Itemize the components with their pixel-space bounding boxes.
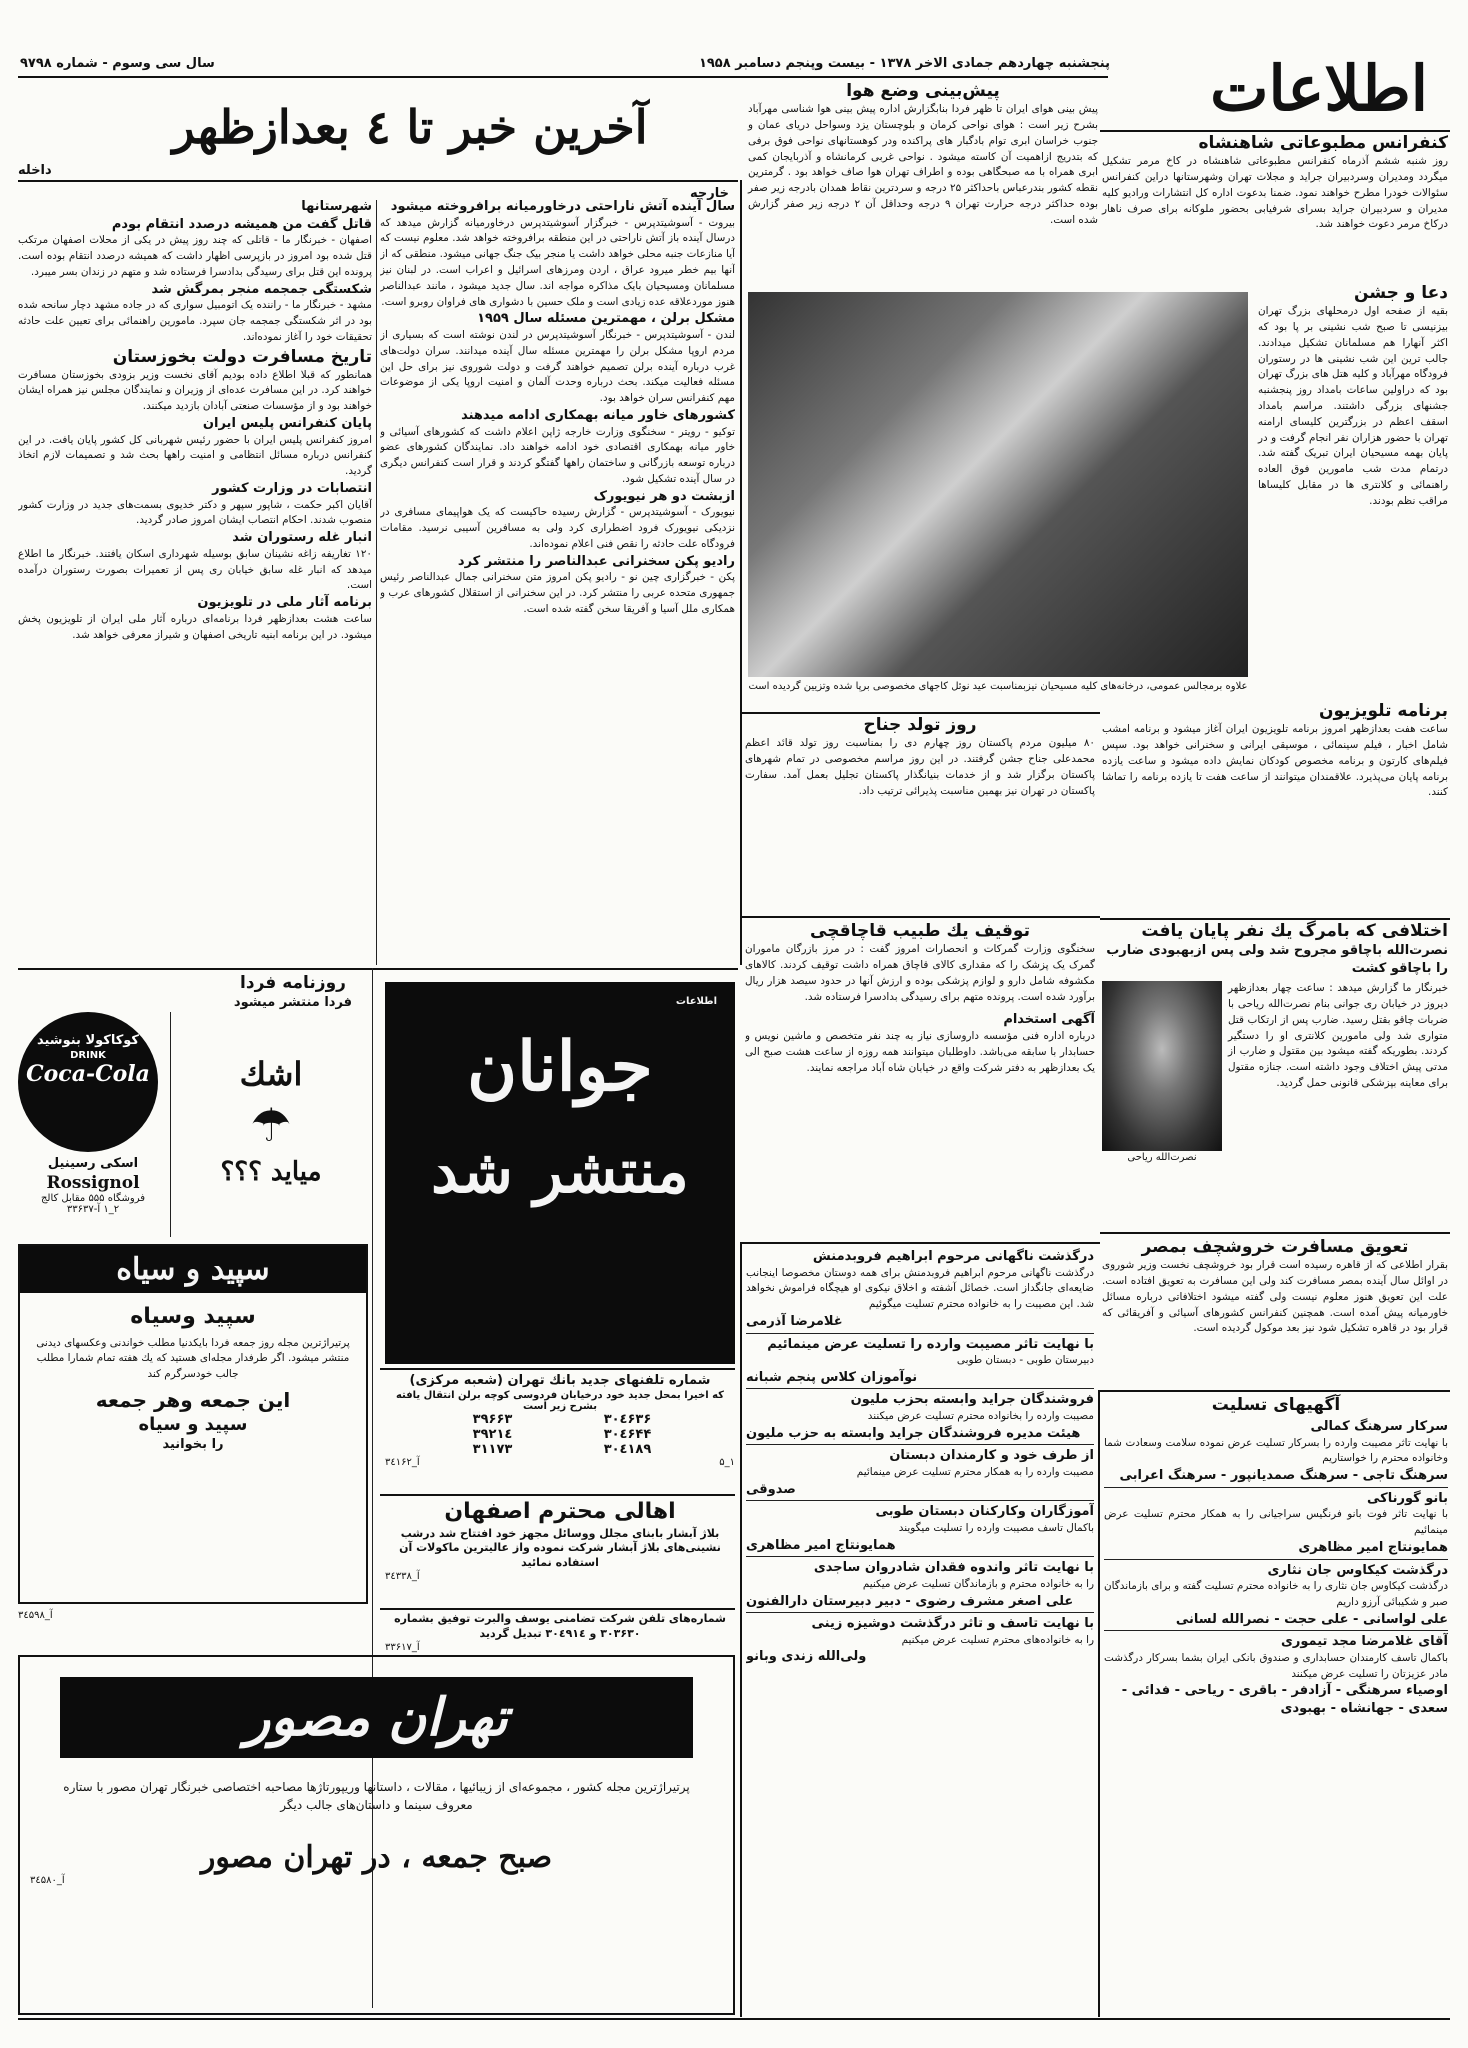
- sepid-header: سپید و سیاه: [20, 1246, 366, 1293]
- phone-number: ۳۱۱۷۳: [472, 1441, 513, 1457]
- tawfiq-text: شماره‌های تلفن شرکت تضامنی یوسف والبرت توفیق بشماره ۳۰۳۶۳۰ و ۳۰٤۹۱٤ تبدیل گردید: [394, 1612, 726, 1640]
- mosavar-ad: [18, 1655, 735, 2015]
- isfahan-ad: [385, 1498, 735, 1608]
- foreign-s4-text: نیویورک - آسوشیتدپرس - گزارش رسیده حاکیست که یک هواپیمای مسافری در نزدیکی نیویورک فرود اضطراری کرد ولی به مسافرین آسیبی نرسید. مقامات فرودگاه علت حادثه را نقص فنی اعلام نموده‌اند.: [380, 506, 735, 550]
- right-ad-title: بانو گورناکی: [1367, 1490, 1448, 1506]
- christmas-photo: [748, 292, 1248, 677]
- tv-program-text: ساعت هفت بعدازظهر امروز برنامه تلویزیون ایران آغاز میشود و برنامه امشب شامل اخبار ، فیلم سینمائی ، موسیقی ایرانی و سخنرانی خواهد بود. سپس فیلم‌های کارتون و برنامه مخصوص کودکان نمایش داده میشود و ساعت یازده برنامه پایان می‌پذیرد. علاقمندان میتوانند از ساعت هفت تا یازده برنامه را تماشا کنند.: [1102, 723, 1448, 799]
- tawfiq-code: آ_۳۳۶۱۷: [385, 1641, 420, 1653]
- foreign-s3-title: کشورهای خاور میانه بهمکاری ادامه میدهند: [461, 408, 735, 424]
- right-ad-text: با نهایت تاثر مصیبت وارده را بسرکار تسلیت عرض نموده سلامت وسعادت شما وخانواده محترم را خواستاریم: [1104, 1436, 1448, 1465]
- condolence-title: از طرف خود و کارمندان دبستان: [889, 1448, 1094, 1464]
- domestic-s3-text: همانطور که قبلا اطلاع داده بودیم آقای نخست وزیر بزودی بخوزستان مسافرت خواهند کرد. در این مسافرت عده‌ای از وزیران و نمایندگان مجلس نیز همراه ایشان خواهند بود و از مؤسسات صنعتی آبادان بازدید میکنند.: [18, 368, 372, 413]
- sepid-ad: [18, 1244, 368, 1604]
- condolence-sign: صدوقی: [746, 1481, 796, 1497]
- sepid-cta3: را بخوانید: [162, 1437, 224, 1453]
- condolence-item: [746, 1613, 1094, 1668]
- christmas-photo-caption: علاوه برمجالس عمومی، درخانه‌های کلیه مسیحیان نیزبمناسبت عید نوئل کاجهای مخصوصی برپا شده وتزیین گردیده است: [748, 681, 1248, 692]
- isfahan-code: آ_۳٤۳۳۸: [385, 1571, 420, 1583]
- domestic-s4-text: امروز کنفرانس پلیس ایران با حضور رئیس شهربانی کل کشور پایان یافت. در این کنفرانس درباره مسائل انتظامی و امنیت راهها بحث شد و تصمیمات لازم اتخاذ گردید.: [18, 433, 372, 478]
- banner-headline: آخرین خبر تا ٤ بعدازظهر: [172, 100, 648, 154]
- condolence-rule: [740, 1242, 1100, 1244]
- phone-ad: [385, 1372, 735, 1492]
- press-conference: [1102, 132, 1448, 272]
- weather-title: پیش‌بینی وضع هوا: [846, 81, 1000, 101]
- cocacola-fa: کوکاکولا بنوشید: [36, 1033, 139, 1048]
- dispute-photo: [1102, 981, 1222, 1151]
- rossignol-code1: ۲_۱: [103, 1203, 120, 1215]
- dateline-rule: [18, 76, 1108, 78]
- phone-code2: آ_۳٤۱۶۲: [385, 1456, 420, 1468]
- javanan-status: منتشر شد: [431, 1137, 689, 1207]
- col-divider-1: [740, 180, 742, 965]
- javanan-title: جوانان: [467, 1027, 653, 1107]
- condolence-item: [746, 1557, 1094, 1613]
- condolence-item: [746, 1389, 1094, 1445]
- tv-program: [1102, 700, 1448, 915]
- banner-left-label: داخله: [18, 163, 52, 178]
- condolence-title: با نهایت تاثر واندوه فقدان شادروان ساجدی: [813, 1560, 1094, 1576]
- col-divider-2: [376, 200, 377, 965]
- foreign-s3-text: توکیو - رویتر - سخنگوی وزارت خارجه ژاپن اعلام داشت که کشورهای آسیائی و خاور میانه بهمکاری اقتصادی خود ادامه خواهند داد. نمایندگان کشورهای عضو درباره توسعه بازرگانی و ساختمان راهها گفتگو کردند و قرار است کنفرانس دیگری در سال آینده تشکیل شود.: [380, 425, 735, 486]
- domestic-s1-text: اصفهان - خبرنگار ما - قاتلی که چند روز پیش در یکی از محلات اصفهان مرتکب قتل شده بود امروز در بازپرسی اظهار داشت که همیشه درصدد انتقام بوده است. پرونده این قتل برای رسیدگی بدادسرا فرستاده شد و متهم در زندان بسر میبرد.: [18, 234, 372, 278]
- javanan-ad: [385, 982, 735, 1364]
- umbrella-icon: ☂: [250, 1098, 292, 1152]
- notice-title: آگهی استخدام: [1003, 1012, 1095, 1028]
- condolence-text: درگذشت ناگهانی مرحوم ابراهیم فروبدمنش برای همه دوستان مخصوصا اینجانب ضایعه‌ای جانگداز است. خصائل آشفته و اخلاق نیکوی او هیچگاه فراموش نخواهد شد. این مصیبت را به خانواده محترم تسلیت میگوئیم: [746, 1266, 1094, 1311]
- condolence-text: را به خانواده محترم و بازماندگان تسلیت عرض میکنیم: [862, 1577, 1094, 1590]
- right-rule-3: [1100, 1232, 1450, 1234]
- domestic-s1-title: قاتل گفت من همیشه درصدد انتقام بودم: [111, 216, 372, 232]
- condolence-sign: هیئت مدیره فروشندگان جراید وابسته به حزب ملیون: [746, 1425, 1081, 1441]
- domestic-s7-text: ساعت هشت بعدازظهر فردا برنامه‌ای درباره آثار ملی ایران از تلویزیون پخش میشود. در این برنامه ابنیه تاریخی اصفهان و شیراز معرفی خواهد شد.: [18, 612, 372, 641]
- rossignol-store: فروشگاه ۵۵۵ مقابل کالج: [40, 1192, 146, 1204]
- dateline-issue: سال سی وسوم - شماره ۹۷۹۸: [20, 56, 215, 71]
- right-ad-item: [1104, 1488, 1448, 1560]
- cocacola-brand: Coca-Cola: [26, 1060, 150, 1087]
- domestic-s2-title: شکستگی جمجمه منجر بمرگش شد: [151, 281, 372, 297]
- notice-text: درباره اداره فنی مؤسسه داروسازی نیاز به چند نفر متخصص و ماشین نویس و حسابدار با سابقه می‌باشد. داوطلبان میتوانند همه روزه از ساعت هشت صبح الی یک بعدازظهر به دفتر شرکت واقع در خیابان شاه آباد مراجعه نمایند.: [745, 1029, 1095, 1074]
- prayer-text: بقیه از صفحه اول درمحلهای بزرگ تهران بیزنیسی تا صبح شب نشینی بر پا بود که اکثر آنهارا هم مسلمانان تشکیل میدادند. جالب ترین این شب نشینی ها در رستوران فرودگاه مهرآباد و کلیه هتل های بزرگ تهران بود که دراولین ساعات بامداد روز پنجشنبه جشنهای بزرگی داشتند. مراسم بامداد اسقف اعظم در بزرگترین کلیسای ارامنه تهران با حضور هزاران نفر انجام گرفت و در پایان بهمه مسیحیان ایران تبریک گفته شد. درتمام مدت شب مامورین فوق العاده راهنمائی و کلانتری ها در مقابل کلیساها مراقب نظم بودند.: [1258, 305, 1448, 507]
- sepid-cta2: سپید و سیاه: [138, 1414, 248, 1436]
- isfahan-text: بلاژ آبشار بابنای مجلل ووسائل مجهز خود افتتاح شد درشب نشینی‌های بلاژ آبشار شرکت نموده واز عالیترین ماکولات آن استفاده نمائید: [399, 1526, 721, 1570]
- tawfiq-rule: [380, 1608, 735, 1610]
- condolence-title: درگذشت ناگهانی مرحوم ابراهیم فروبدمنش: [812, 1249, 1094, 1264]
- right-ad-sign: همایونتاج امیر مظاهری: [1298, 1539, 1448, 1555]
- right-ad-item: [1104, 1631, 1448, 1719]
- rossignol-codes: [18, 1204, 168, 1215]
- trip-title: تعویق مسافرت خروشچف بمصر: [1141, 1237, 1409, 1257]
- foreign-s1-title: سال آینده آتش ناراحتی درخاورمیانه برافروخته میشود: [390, 199, 735, 214]
- right-ad-text: درگذشت کیکاوس جان نثاری را به خانواده محترم تسلیت گفته و برای بازماندگان صبر و شکیبائی آرزو داریم: [1104, 1580, 1448, 1608]
- phone-number: ۳۰٤۶۳۶: [603, 1411, 652, 1427]
- press-conference-title: کنفرانس مطبوعاتی شاهنشاه: [1198, 133, 1448, 153]
- smuggler-title: توقیف يك طبيب قاچاقچی: [810, 921, 1030, 941]
- right-ad-sign: اوصیاء سرهنگی - آزادفر - باقری - ریاحی - فدائی - سعدی - جهانشاه - بهبودی: [1121, 1683, 1448, 1716]
- phone-number: ۳۹۶۶۳: [472, 1411, 513, 1427]
- phone-number: ۳۰٤۱۸۹: [603, 1441, 652, 1457]
- domestic-s3-title: تاریخ مسافرت دولت بخوزستان: [112, 346, 372, 367]
- right-ad-title: درگذشت کیکاوس جان نثاری: [1267, 1562, 1448, 1578]
- condolence-title: فروشندگان جراید وابسته بحزب ملیون: [850, 1392, 1094, 1408]
- right-ads-column: [1104, 1394, 1448, 2016]
- right-ad-item: [1104, 1416, 1448, 1488]
- condolence-item: [746, 1445, 1094, 1501]
- condolence-sign: نوآموزان کلاس پنجم شبانه: [746, 1369, 918, 1385]
- tears-t2: میاید ؟؟؟: [220, 1157, 322, 1188]
- condolence-sign: غلامرضا آذرمی: [746, 1313, 843, 1329]
- condolence-sign: علی اصغر مشرف رضوی - دبیر دبیرستان دارالفنون: [746, 1593, 1074, 1609]
- col-divider-3: [740, 1242, 742, 2017]
- condolence-item: [746, 1501, 1094, 1557]
- lower-divider: [170, 1012, 171, 1237]
- condolence-text: مصیبت وارده را به همکار محترم تسلیت عرض مینمائیم: [856, 1465, 1094, 1478]
- condolence-item: [746, 1334, 1094, 1390]
- phone-title: شماره تلفنهای جدید بانك تهران (شعبه مرکزی): [409, 1373, 711, 1388]
- tears-ad: [176, 1035, 366, 1235]
- condolence-text: باکمال تاسف مصیبت وارده را تسلیت میگویند: [898, 1521, 1094, 1534]
- foreign-s5-text: پکن - خبرگزاری چین نو - رادیو پکن امروز متن سخنرانی جمال عبدالناصر رئیس جمهوری متحده عربی را منتشر کرد. در این سخنرانی از استقلال کشورهای عرب و همکاری ملل آسیا و آفریقا سخن گفته شده است.: [380, 571, 735, 615]
- rossignol-title: اسکی رسینیل: [47, 1156, 139, 1171]
- condolence-column: [746, 1246, 1094, 2016]
- tears-t1: اشك: [239, 1055, 303, 1093]
- birthday-text: ۸۰ میلیون مردم پاکستان روز چهارم دی را بمناسبت روز تولد قائد اعظم محمدعلی جناح جشن گرفتند. در این روز مراسم مخصوصی در تمام شهرهای پاکستان برگزار شد و از خدمات بنیانگذار پاکستان تجلیل بعمل آمد. سفارت پاکستان در تهران نیز بهمین مناسبت پذیرائی ترتیب داد.: [745, 737, 1095, 797]
- program-tomorrow: [218, 972, 368, 1022]
- dispute-story: [1102, 920, 1448, 1230]
- tv-program-title: برنامه تلویزیون: [1319, 701, 1448, 721]
- col-divider-4: [1098, 1390, 1100, 2017]
- foreign-s4-title: ازبشت دو هر نیویورک: [593, 488, 735, 504]
- birthday-story: [745, 714, 1095, 914]
- condolence-text: را به خانواده‌های محترم تسلیت عرض میکنیم: [901, 1633, 1094, 1646]
- domestic-s6-title: انبار غله رستوران شد: [232, 530, 372, 546]
- isfahan-rule: [380, 1494, 735, 1496]
- phone-number: ۳۹۲۱٤: [472, 1426, 513, 1442]
- domestic-s2-text: مشهد - خبرنگار ما - راننده یک اتومبیل سواری که در جاده مشهد دچار سانحه شده بود در اثر شکستگی جمجمه جان سپرد. مامورین راهنمائی برای تعیین علت حادثه تحقیقات خود را آغاز نموده‌اند.: [18, 299, 372, 343]
- dispute-text: خبرنگار ما گزارش میدهد : ساعت چهار بعدازظهر دیروز در خیابان ری جوانی بنام نصرت‌الله ریاحی با ضربات چاقو بقتل رسید. ضارب پس از ارتکاب قتل متواری شد ولی مامورین کلانتری او را دستگیر کردند. بطوریکه گفته میشود بین مقتول و ضارب از مدتی پیش اختلاف وجود داشته است. جنازه مقتول برای معاینه بپزشکی قانونی حمل گردید.: [1228, 982, 1448, 1090]
- weather-text: پیش بینی هوای ایران تا ظهر فردا بنابگزارش اداره پیش بینی هوا شناسی مهرآباد بشرح زیر است : هوای نواحی کرمان و بلوچستان یزد وسواحل دریای عمان و جنوب خراسان ابری توام بادگبار های پراکنده ودر کوهستانهای نواحی فوق برفی که بتدریج ازاهمیت آن کاسته میشود . نواحی غربی کرمانشاه و آذربایجان کمی ابری همراه با مه صبحگاهی بوده و اطراف تهران هوا صاف خواهد بود . گرمترین نقطه کشور بندرعباس باحداکثر ۲۵ درجه و سردترین نقاط همدان بادرجه زیر صفر بوده حداکثر درجه حرارت تهران ۹ درجه وحداقل آن ۲ درجه زیر صفر گزارش شده است.: [748, 103, 1098, 226]
- condolence-text: مصیبت وارده را بخانواده محترم تسلیت عرض میکنند: [867, 1409, 1094, 1422]
- tawfiq-ad: [385, 1612, 735, 1652]
- foreign-s2-title: مشکل برلن ، مهمترین مسئله سال ۱۹۵۹: [477, 311, 735, 327]
- rossignol-ad: [18, 1155, 168, 1235]
- weather-box: [748, 80, 1098, 285]
- masthead-title: اطلاعات: [1210, 52, 1428, 125]
- mosavar-code: آ_۳٤۵۸۰: [30, 1875, 65, 1887]
- sepid-code: آ_۳٤۵۹۸: [18, 1610, 53, 1621]
- rossignol-code2: آ-۳۳۶۳۷: [66, 1203, 101, 1215]
- mosavar-text: پرتیراژترین مجله کشور ، مجموعه‌ای از زیبائیها ، مقالات ، داستانها وریپورتاژها مصاحبه اختصاصی خبرنگار تهران مصور با ستاره معروف سینما و داستان‌های جالب دیگر: [63, 1780, 690, 1813]
- bottom-rule: [18, 2018, 1450, 2020]
- program-tomorrow-title: روزنامه فردا: [240, 973, 346, 993]
- banner-rule: [18, 180, 738, 182]
- javanan-label: اطلاعات: [675, 996, 717, 1007]
- condolence-text: دبیرستان طوبی - دبستان طوبی: [956, 1354, 1094, 1367]
- condolence-title: آموزگاران وکارکنان دبستان طوبی: [875, 1504, 1094, 1520]
- trip-story: [1102, 1236, 1448, 1386]
- sepid-cta: این جمعه وهر جمعه: [95, 1388, 291, 1413]
- condolence-sign: ولی‌الله زندی وبانو: [746, 1649, 867, 1665]
- dispute-subtitle: نصرت‌الله باچاقو مجروح شد ولی پس ازبهبودی ضارب را باچاقو کشت: [1106, 943, 1448, 976]
- domestic-label: شهرستانها: [301, 199, 372, 214]
- right-ad-sign: سرهنگ تاجی - سرهنگ صمدیانپور - سرهنگ اعرابی: [1119, 1468, 1448, 1484]
- right-ad-text: با نهایت تاثر فوت بانو فرنگیس سراجیانی را به همکار محترم تسلیت عرض مینمائیم: [1104, 1508, 1448, 1537]
- domestic-s4-title: پایان کنفرانس پلیس ایران: [202, 416, 372, 432]
- dispute-photo-caption: نصرت‌الله ریاحی: [1127, 1152, 1197, 1164]
- right-ad-title: آگهیهای تسلیت: [1211, 1395, 1341, 1415]
- domestic-s7-title: برنامه آثار ملی در تلویزیون: [197, 595, 372, 611]
- right-ad-text: باکمال تاسف کارمندان حسابداری و صندوق بانکی ایران بشما بسرکار درگذشت مادر عزیزتان را تسلیت عرض میکنند: [1104, 1651, 1448, 1680]
- right-ad-title: آقای غلامرضا مجد تیموری: [1280, 1634, 1448, 1650]
- dateline-date: پنجشنبه چهاردهم جمادی الاخر ۱۳۷۸ - بیست وپنجم دسامبر ۱۹۵۸: [698, 56, 1110, 71]
- cocacola-drink: DRINK: [70, 1049, 106, 1061]
- mid-rule-2: [740, 916, 1100, 918]
- cocacola-ad: [18, 1012, 158, 1152]
- rossignol-latin: Rossignol: [46, 1172, 140, 1193]
- banner-right-label: خارجه: [690, 186, 729, 201]
- domestic-column: [18, 198, 372, 966]
- mosavar-logo: تهران مصور: [60, 1677, 693, 1758]
- birthday-title: روز تولد جناح: [863, 715, 977, 735]
- press-conference-text: روز شنبه ششم آذرماه کنفرانس مطبوعاتی شاهنشاه در کاخ مرمر تشکیل میگردد ومدیران وسردبیران جراید و مجلات تهران وشهرستانها دراین کنفرانس سئوالات خودرا مطرح خواهند نمود. ضمنا بدعوت اداره کل انتشارات ورادیو کلیه مدیران و سردبیران جراید بسرای شرفیابی بحضور ملوکانه برای صرف ناهار درکاخ مرمر دعوت خواهند شد.: [1102, 155, 1448, 231]
- phone-code1: ۱_۵: [719, 1456, 735, 1468]
- sepid-text: پرتیراژترین مجله روز جمعه فردا بایکدنیا مطلب خواندنی وعکسهای دیدنی منتشر میشود. اگر طرفدار مجله‌ای هستید که یك هفته تمام شمارا مطلب جالب خودسرگرم کند: [36, 1336, 350, 1381]
- lower-rule: [18, 968, 738, 970]
- foreign-column: [380, 198, 735, 966]
- right-rule-4: [1100, 1390, 1450, 1392]
- smuggler-text: سخنگوی وزارت گمرکات و انحصارات امروز گفت : در مرز بازرگان ماموران گمرک یک پزشک را که مقداری کالای قاچاق همراه داشت توقیف کردند. کالاهای مکشوفه شامل دارو و لوازم پزشکی بوده و ارزش آنها در حدود سیصد هزار ریال برآورد شده است. پرونده متهم برای رسیدگی بدادسرا فرستاده شد.: [745, 943, 1095, 1003]
- mosavar-footer: صبح جمعه ، در تهران مصور: [200, 1840, 553, 1876]
- condolence-title: با نهایت تاثر مصیبت وارده را تسلیت عرض مینمائیم: [767, 1336, 1094, 1352]
- condolence-title: با نهایت تاسف و تاثر درگذشت دوشیزه زینی: [811, 1616, 1094, 1632]
- right-ad-title: سرکار سرهنگ کمالی: [1310, 1419, 1448, 1435]
- isfahan-title: اهالی محترم اصفهان: [444, 1499, 676, 1524]
- trip-text: بقرار اطلاعی که از قاهره رسیده است قرار بود خروشچف نخست وزیر شوروی در اوائل سال آینده بمصر مسافرت کند ولی این مسافرت به تعویق افتاده است. علت این تعویق هنوز معلوم نیست ولی گفته میشود اختلافاتی درباره مسائل خاورمیانه پیش آمده است. همچنین کنفرانس کشورهای آسیائی و آفریقائی که قرار بود در قاهره تشکیل شود نیز بعد موکول گردیده است.: [1102, 1259, 1448, 1335]
- domestic-s5-title: انتصابات در وزارت کشور: [212, 481, 372, 497]
- program-tomorrow-sub: فردا منتشر میشود: [233, 995, 353, 1011]
- domestic-s5-text: آقایان اکبر حکمت ، شاپور سپهر و دکتر خدیوی بسمت‌های جدید در وزارت کشور منصوب شدند. احکام انتصاب ایشان امروز صادر گردید.: [18, 498, 372, 527]
- phone-rule: [380, 1368, 735, 1370]
- right-ad-sign: علی لواسانی - علی حجت - نصرالله لسانی: [1175, 1611, 1448, 1627]
- prayer-title: دعا و جشن: [1354, 283, 1448, 303]
- right-ad-item: [1104, 1560, 1448, 1632]
- phone-number: ۳۰٤۶۴۴: [603, 1426, 652, 1442]
- phone-sub: که اخیرا بمحل جدید خود درخیابان فردوسی کوچه برلن انتقال یافته بشرح زیر است: [395, 1389, 724, 1412]
- condolence-item: [746, 1246, 1094, 1334]
- dispute-title: اختلافی که بامرگ يك نفر پایان یافت: [1141, 921, 1448, 941]
- foreign-s1-text: بیروت - آسوشیتدپرس - خبرگزار آسوشیتدپرس درخاورمیانه گزارش میدهد که درسال آینده باز آتش ناراحتی در این منطقه برافروخته خواهد شد. معلوم نیست که آیا منازعات جنبه محلی خواهد داشت یا منجر بیک جنگ جهانی میشود. منطقی که از آنها بیم خطر میرود عراق ، اردن ومرزهای اسرائیل و اعراب است. در لبنان نیز مسلمانان ومسیحیان بایک مذاکره مواجه اند. سال جدید میشود ، مانند عبدالناصر هنوز موردعلاقه عده زیادی است و ملک حسین با دشواری های فراوان روبرو است.: [380, 216, 735, 308]
- foreign-s5-title: رادیو پکن سخنرانی عبدالناصر را منتشر کرد: [457, 553, 735, 569]
- condolence-sign: همایونتاج امیر مظاهری: [746, 1537, 896, 1553]
- smuggler-story: [745, 920, 1095, 1240]
- domestic-s6-text: ۱۲۰ تغاریفه زاغه نشینان سابق بوسیله شهرداری اسکان یافتند. خبرنگار ما اطلاع میدهد که انبار غله سابق خیابان ری پس از تعمیرات بصورت رستوران درآمده است.: [18, 547, 372, 592]
- sepid-title: سپید وسیاه: [130, 1304, 256, 1329]
- foreign-s2-text: لندن - آسوشیتدپرس - خبرنگار آسوشیتدپرس در لندن نوشته است که بسیاری از مردم اروپا مشکل برلن را مهمترین مسئله سال آینده میدانند. سران دولت‌های غرب درباره آینده برلن تصمیم خواهند گرفت و دولت شوروی نیز برای حل این مسئله فعالیت میکند. بحث درباره وحدت آلمان و امنیت اروپا یکی از موضوعات مهم کنفرانس سران خواهد بود.: [380, 328, 735, 405]
